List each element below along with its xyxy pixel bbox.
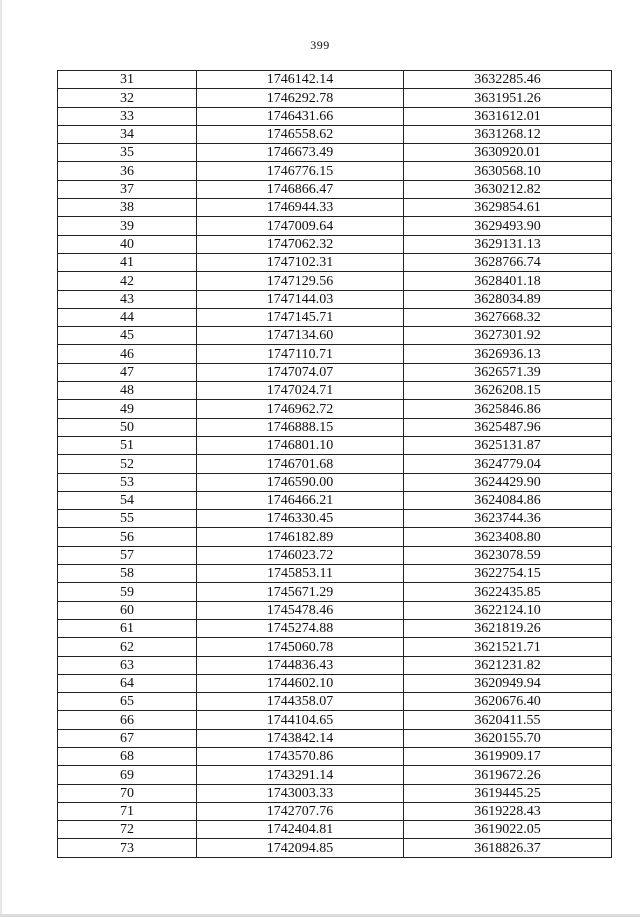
point-number-cell: 63 <box>58 656 197 674</box>
x-coordinate-cell: 1746431.66 <box>197 107 404 125</box>
point-number-cell: 59 <box>58 583 197 601</box>
x-coordinate-cell: 1746866.47 <box>197 180 404 198</box>
point-number-cell: 66 <box>58 711 197 729</box>
point-number-cell: 49 <box>58 400 197 418</box>
point-number-cell: 73 <box>58 839 197 857</box>
y-coordinate-cell: 3619445.25 <box>404 784 612 802</box>
y-coordinate-cell: 3629854.61 <box>404 199 612 217</box>
coordinates-table-container <box>57 70 610 858</box>
point-number-cell: 44 <box>58 308 197 326</box>
y-coordinate-cell: 3620676.40 <box>404 693 612 711</box>
table-row <box>58 125 612 143</box>
table-row <box>58 766 612 784</box>
y-coordinate-cell: 3629493.90 <box>404 217 612 235</box>
x-coordinate-cell: 1745274.88 <box>197 619 404 637</box>
table-row <box>58 711 612 729</box>
y-coordinate-cell: 3627668.32 <box>404 308 612 326</box>
table-row <box>58 327 612 345</box>
point-number-cell: 36 <box>58 162 197 180</box>
y-coordinate-cell: 3625487.96 <box>404 418 612 436</box>
y-coordinate-cell: 3626571.39 <box>404 363 612 381</box>
table-row <box>58 382 612 400</box>
point-number-cell: 61 <box>58 619 197 637</box>
x-coordinate-cell: 1747074.07 <box>197 363 404 381</box>
table-row <box>58 272 612 290</box>
point-number-cell: 58 <box>58 565 197 583</box>
x-coordinate-cell: 1745060.78 <box>197 638 404 656</box>
point-number-cell: 41 <box>58 253 197 271</box>
x-coordinate-cell: 1746182.89 <box>197 528 404 546</box>
y-coordinate-cell: 3620949.94 <box>404 674 612 692</box>
table-row <box>58 455 612 473</box>
table-row <box>58 199 612 217</box>
point-number-cell: 42 <box>58 272 197 290</box>
point-number-cell: 69 <box>58 766 197 784</box>
x-coordinate-cell: 1746466.21 <box>197 491 404 509</box>
x-coordinate-cell: 1747129.56 <box>197 272 404 290</box>
x-coordinate-cell: 1745853.11 <box>197 565 404 583</box>
x-coordinate-cell: 1746673.49 <box>197 144 404 162</box>
x-coordinate-cell: 1746023.72 <box>197 546 404 564</box>
y-coordinate-cell: 3622435.85 <box>404 583 612 601</box>
table-row <box>58 107 612 125</box>
table-row <box>58 217 612 235</box>
y-coordinate-cell: 3629131.13 <box>404 235 612 253</box>
point-number-cell: 50 <box>58 418 197 436</box>
x-coordinate-cell: 1747145.71 <box>197 308 404 326</box>
point-number-cell: 40 <box>58 235 197 253</box>
point-number-cell: 31 <box>58 71 197 89</box>
table-row <box>58 693 612 711</box>
y-coordinate-cell: 3619228.43 <box>404 802 612 820</box>
y-coordinate-cell: 3628766.74 <box>404 253 612 271</box>
y-coordinate-cell: 3626936.13 <box>404 345 612 363</box>
x-coordinate-cell: 1746142.14 <box>197 71 404 89</box>
x-coordinate-cell: 1746558.62 <box>197 125 404 143</box>
table-row <box>58 345 612 363</box>
x-coordinate-cell: 1746701.68 <box>197 455 404 473</box>
table-row <box>58 308 612 326</box>
coordinates-table-body <box>58 71 612 858</box>
point-number-cell: 45 <box>58 327 197 345</box>
y-coordinate-cell: 3628401.18 <box>404 272 612 290</box>
table-row <box>58 363 612 381</box>
point-number-cell: 32 <box>58 89 197 107</box>
x-coordinate-cell: 1745671.29 <box>197 583 404 601</box>
table-row <box>58 144 612 162</box>
point-number-cell: 72 <box>58 821 197 839</box>
x-coordinate-cell: 1743291.14 <box>197 766 404 784</box>
table-row <box>58 235 612 253</box>
x-coordinate-cell: 1746590.00 <box>197 473 404 491</box>
point-number-cell: 46 <box>58 345 197 363</box>
y-coordinate-cell: 3630212.82 <box>404 180 612 198</box>
x-coordinate-cell: 1742404.81 <box>197 821 404 839</box>
table-row <box>58 674 612 692</box>
point-number-cell: 53 <box>58 473 197 491</box>
point-number-cell: 51 <box>58 436 197 454</box>
table-row <box>58 71 612 89</box>
x-coordinate-cell: 1742094.85 <box>197 839 404 857</box>
table-row <box>58 510 612 528</box>
y-coordinate-cell: 3624779.04 <box>404 455 612 473</box>
table-row <box>58 821 612 839</box>
x-coordinate-cell: 1746776.15 <box>197 162 404 180</box>
y-coordinate-cell: 3623408.80 <box>404 528 612 546</box>
table-row <box>58 601 612 619</box>
table-row <box>58 89 612 107</box>
table-row <box>58 747 612 765</box>
table-row <box>58 565 612 583</box>
table-row <box>58 418 612 436</box>
point-number-cell: 68 <box>58 747 197 765</box>
point-number-cell: 67 <box>58 729 197 747</box>
y-coordinate-cell: 3626208.15 <box>404 382 612 400</box>
y-coordinate-cell: 3619022.05 <box>404 821 612 839</box>
point-number-cell: 48 <box>58 382 197 400</box>
page-number: 399 <box>310 38 330 52</box>
y-coordinate-cell: 3624429.90 <box>404 473 612 491</box>
y-coordinate-cell: 3625131.87 <box>404 436 612 454</box>
point-number-cell: 52 <box>58 455 197 473</box>
y-coordinate-cell: 3620411.55 <box>404 711 612 729</box>
x-coordinate-cell: 1747024.71 <box>197 382 404 400</box>
point-number-cell: 64 <box>58 674 197 692</box>
y-coordinate-cell: 3620155.70 <box>404 729 612 747</box>
table-row <box>58 473 612 491</box>
x-coordinate-cell: 1746330.45 <box>197 510 404 528</box>
y-coordinate-cell: 3618826.37 <box>404 839 612 857</box>
y-coordinate-cell: 3627301.92 <box>404 327 612 345</box>
point-number-cell: 55 <box>58 510 197 528</box>
table-row <box>58 253 612 271</box>
point-number-cell: 65 <box>58 693 197 711</box>
point-number-cell: 62 <box>58 638 197 656</box>
table-row <box>58 436 612 454</box>
x-coordinate-cell: 1747144.03 <box>197 290 404 308</box>
table-row <box>58 491 612 509</box>
x-coordinate-cell: 1744104.65 <box>197 711 404 729</box>
y-coordinate-cell: 3622754.15 <box>404 565 612 583</box>
table-row <box>58 180 612 198</box>
y-coordinate-cell: 3628034.89 <box>404 290 612 308</box>
x-coordinate-cell: 1747009.64 <box>197 217 404 235</box>
x-coordinate-cell: 1746888.15 <box>197 418 404 436</box>
point-number-cell: 60 <box>58 601 197 619</box>
x-coordinate-cell: 1746292.78 <box>197 89 404 107</box>
y-coordinate-cell: 3619672.26 <box>404 766 612 784</box>
coordinates-table <box>57 70 612 858</box>
table-row <box>58 400 612 418</box>
table-row <box>58 802 612 820</box>
y-coordinate-cell: 3619909.17 <box>404 747 612 765</box>
point-number-cell: 33 <box>58 107 197 125</box>
table-row <box>58 638 612 656</box>
point-number-cell: 71 <box>58 802 197 820</box>
y-coordinate-cell: 3624084.86 <box>404 491 612 509</box>
x-coordinate-cell: 1744602.10 <box>197 674 404 692</box>
table-row <box>58 546 612 564</box>
x-coordinate-cell: 1743570.86 <box>197 747 404 765</box>
x-coordinate-cell: 1743003.33 <box>197 784 404 802</box>
table-row <box>58 784 612 802</box>
y-coordinate-cell: 3622124.10 <box>404 601 612 619</box>
point-number-cell: 47 <box>58 363 197 381</box>
y-coordinate-cell: 3632285.46 <box>404 71 612 89</box>
point-number-cell: 43 <box>58 290 197 308</box>
x-coordinate-cell: 1742707.76 <box>197 802 404 820</box>
x-coordinate-cell: 1744836.43 <box>197 656 404 674</box>
x-coordinate-cell: 1744358.07 <box>197 693 404 711</box>
x-coordinate-cell: 1743842.14 <box>197 729 404 747</box>
table-row <box>58 583 612 601</box>
y-coordinate-cell: 3623744.36 <box>404 510 612 528</box>
x-coordinate-cell: 1745478.46 <box>197 601 404 619</box>
point-number-cell: 70 <box>58 784 197 802</box>
table-row <box>58 729 612 747</box>
table-row <box>58 839 612 857</box>
y-coordinate-cell: 3630568.10 <box>404 162 612 180</box>
table-row <box>58 656 612 674</box>
point-number-cell: 34 <box>58 125 197 143</box>
point-number-cell: 38 <box>58 199 197 217</box>
y-coordinate-cell: 3631951.26 <box>404 89 612 107</box>
point-number-cell: 57 <box>58 546 197 564</box>
y-coordinate-cell: 3631612.01 <box>404 107 612 125</box>
x-coordinate-cell: 1747134.60 <box>197 327 404 345</box>
y-coordinate-cell: 3625846.86 <box>404 400 612 418</box>
point-number-cell: 37 <box>58 180 197 198</box>
table-row <box>58 290 612 308</box>
x-coordinate-cell: 1746801.10 <box>197 436 404 454</box>
x-coordinate-cell: 1746962.72 <box>197 400 404 418</box>
y-coordinate-cell: 3623078.59 <box>404 546 612 564</box>
point-number-cell: 56 <box>58 528 197 546</box>
y-coordinate-cell: 3621819.26 <box>404 619 612 637</box>
table-row <box>58 528 612 546</box>
y-coordinate-cell: 3621231.82 <box>404 656 612 674</box>
y-coordinate-cell: 3631268.12 <box>404 125 612 143</box>
x-coordinate-cell: 1747102.31 <box>197 253 404 271</box>
y-coordinate-cell: 3621521.71 <box>404 638 612 656</box>
x-coordinate-cell: 1746944.33 <box>197 199 404 217</box>
table-row <box>58 619 612 637</box>
point-number-cell: 54 <box>58 491 197 509</box>
table-row <box>58 162 612 180</box>
x-coordinate-cell: 1747110.71 <box>197 345 404 363</box>
y-coordinate-cell: 3630920.01 <box>404 144 612 162</box>
scan-edge <box>0 0 2 917</box>
point-number-cell: 39 <box>58 217 197 235</box>
point-number-cell: 35 <box>58 144 197 162</box>
x-coordinate-cell: 1747062.32 <box>197 235 404 253</box>
